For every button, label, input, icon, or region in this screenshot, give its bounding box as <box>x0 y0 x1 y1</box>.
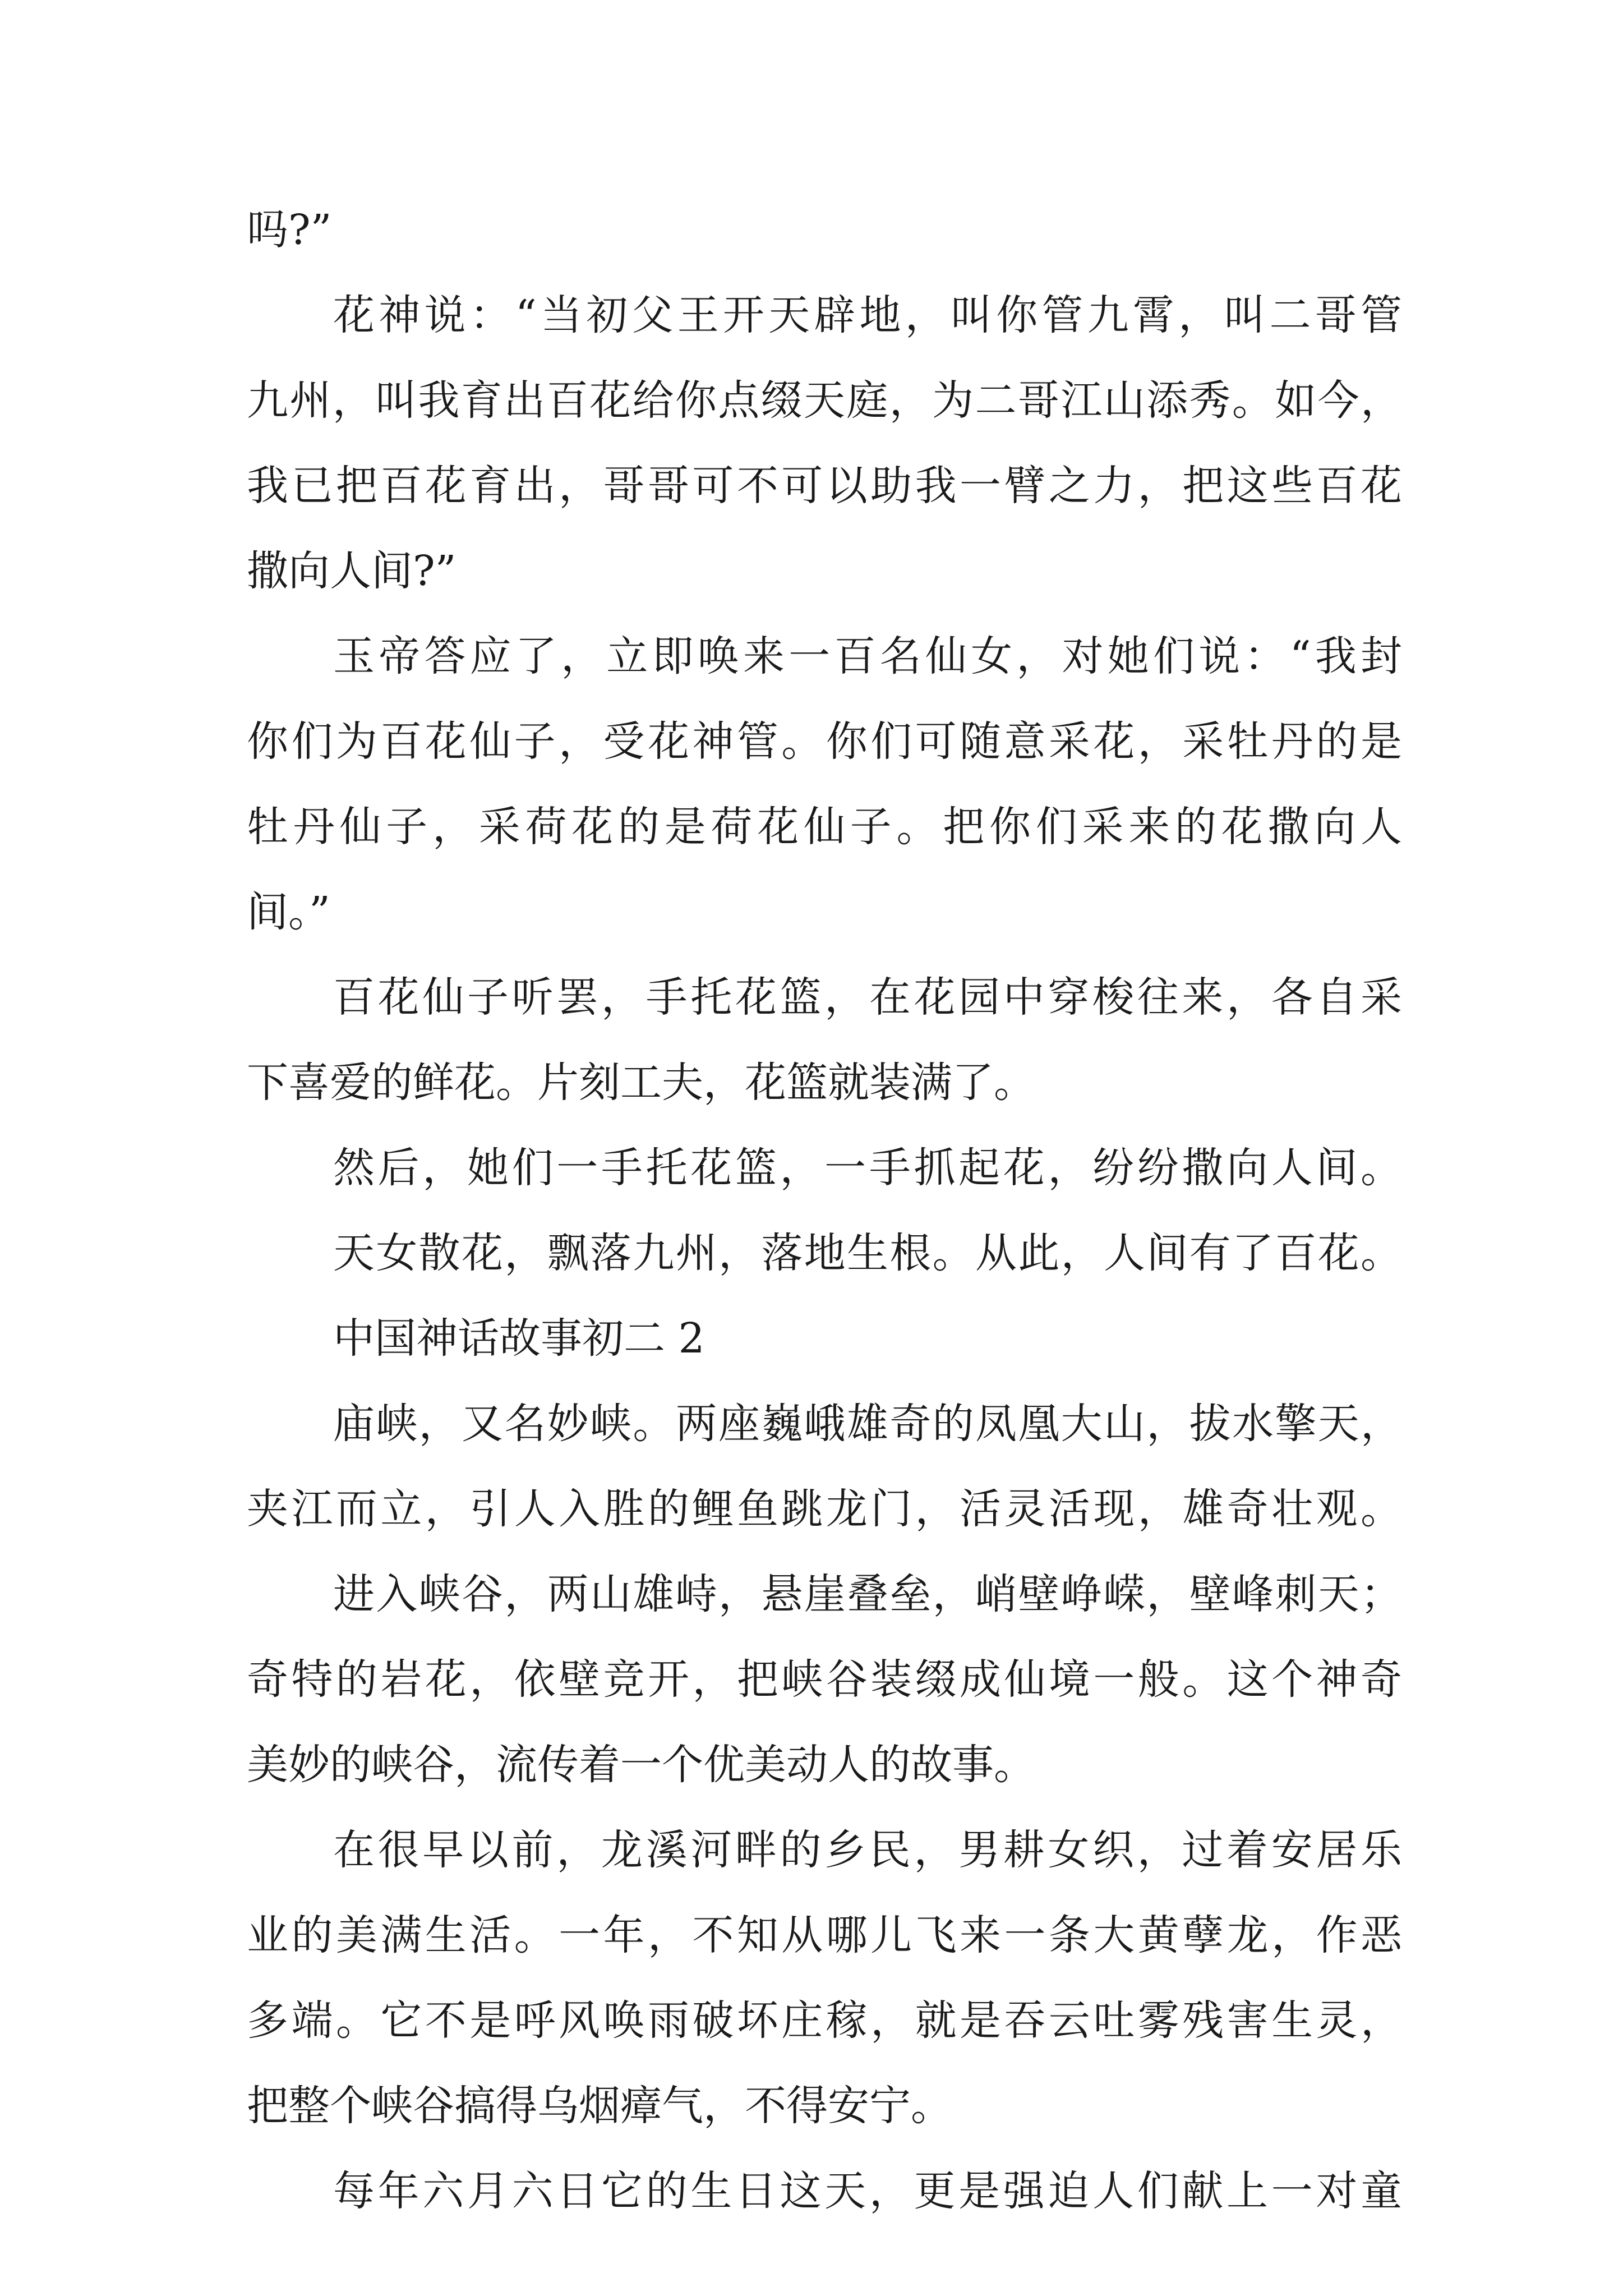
text-line: 百花仙子听罢，手托花篮，在花园中穿梭往来，各自采 <box>333 973 1402 1022</box>
text-line: 把整个峡谷搞得乌烟瘴气，不得安宁。 <box>247 2082 952 2130</box>
text-line: 然后，她们一手托花篮，一手抓起花，纷纷撒向人间。 <box>333 1144 1402 1192</box>
text-line: 业的美满生活。一年，不知从哪儿飞来一条大黄孽龙，作恶 <box>247 1911 1402 1959</box>
text-line: 夹江而立，引人入胜的鲤鱼跳龙门，活灵活现，雄奇壮观。 <box>247 1485 1402 1533</box>
section-heading: 中国神话故事初二 2 <box>333 1314 705 1363</box>
text-line: 撒向人间?” <box>247 547 457 595</box>
text-line: 庙峡，又名妙峡。两座巍峨雄奇的凤凰大山，拔水擎天， <box>333 1400 1402 1448</box>
text-line: 多端。它不是呼风唤雨破坏庄稼，就是吞云吐雾残害生灵， <box>247 1996 1402 2045</box>
text-line: 下喜爱的鲜花。片刻工夫，花篮就装满了。 <box>247 1059 1035 1107</box>
text-line: 间。” <box>247 888 330 936</box>
text-line: 花神说：“当初父王开天辟地，叫你管九霄，叫二哥管 <box>333 291 1402 339</box>
text-line: 每年六月六日它的生日这天，更是强迫人们献上一对童 <box>333 2167 1402 2215</box>
text-line: 九州，叫我育出百花给你点缀天庭，为二哥江山添秀。如今， <box>247 376 1402 425</box>
text-line: 进入峡谷，两山雄峙，悬崖叠垒，峭壁峥嵘，壁峰刺天； <box>333 1570 1402 1618</box>
document-page <box>247 202 1402 2248</box>
text-line: 在很早以前，龙溪河畔的乡民，男耕女织，过着安居乐 <box>333 1826 1402 1874</box>
text-line: 我已把百花育出，哥哥可不可以助我一臂之力，把这些百花 <box>247 462 1402 510</box>
text-line: 奇特的岩花，依壁竞开，把峡谷装缀成仙境一般。这个神奇 <box>247 1655 1402 1704</box>
text-line: 牡丹仙子，采荷花的是荷花仙子。把你们采来的花撒向人 <box>247 803 1402 851</box>
text-line: 吗?” <box>247 206 332 254</box>
text-line: 你们为百花仙子，受花神管。你们可随意采花，采牡丹的是 <box>247 717 1402 766</box>
text-line: 玉帝答应了，立即唤来一百名仙女，对她们说：“我封 <box>333 632 1402 680</box>
text-line: 天女散花，飘落九州，落地生根。从此，人间有了百花。 <box>333 1229 1402 1277</box>
text-line: 美妙的峡谷，流传着一个优美动人的故事。 <box>247 1741 1035 1789</box>
